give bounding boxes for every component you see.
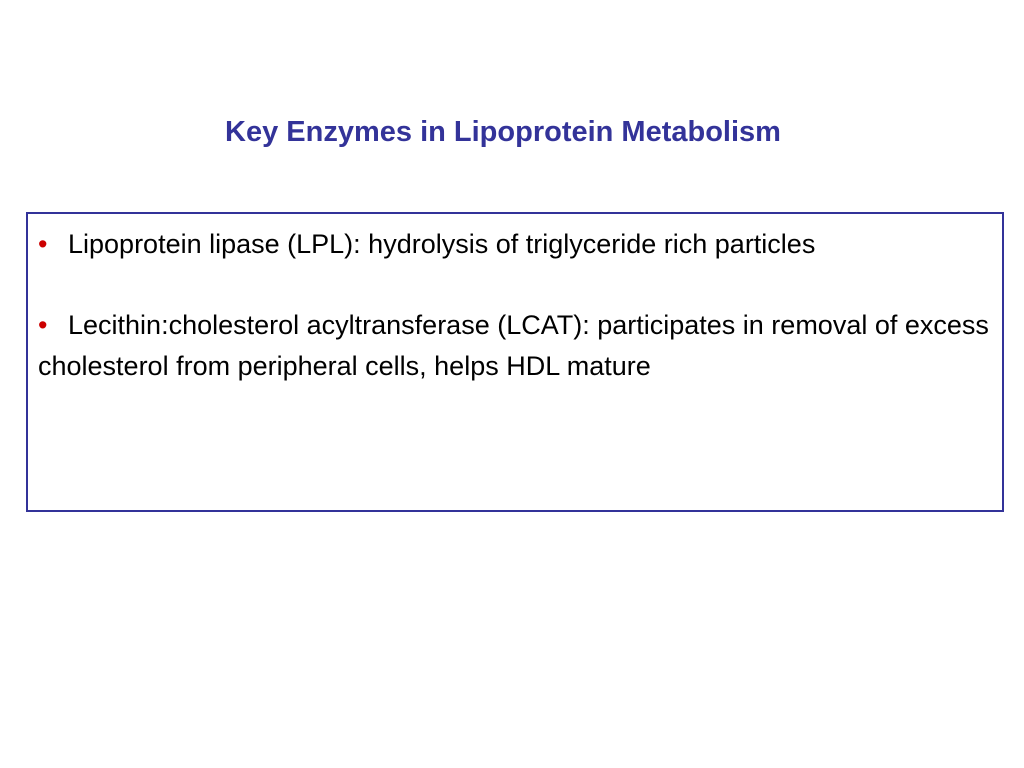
bullet-icon: • — [38, 310, 48, 340]
bullet-item-lpl — [38, 224, 992, 265]
bullet-item-lcat — [38, 305, 992, 387]
slide-title: Key Enzymes in Lipoprotein Metabolism — [225, 116, 781, 148]
bullet-text: Lipoprotein lipase (LPL): hydrolysis of triglyceride rich particles — [68, 229, 816, 259]
bullet-icon: • — [38, 229, 48, 259]
content-box — [26, 212, 1004, 512]
bullet-text: Lecithin:cholesterol acyltransferase (LCAT): participates in removal of excess cholesterol from peripheral cells, helps HDL mature — [38, 310, 989, 381]
